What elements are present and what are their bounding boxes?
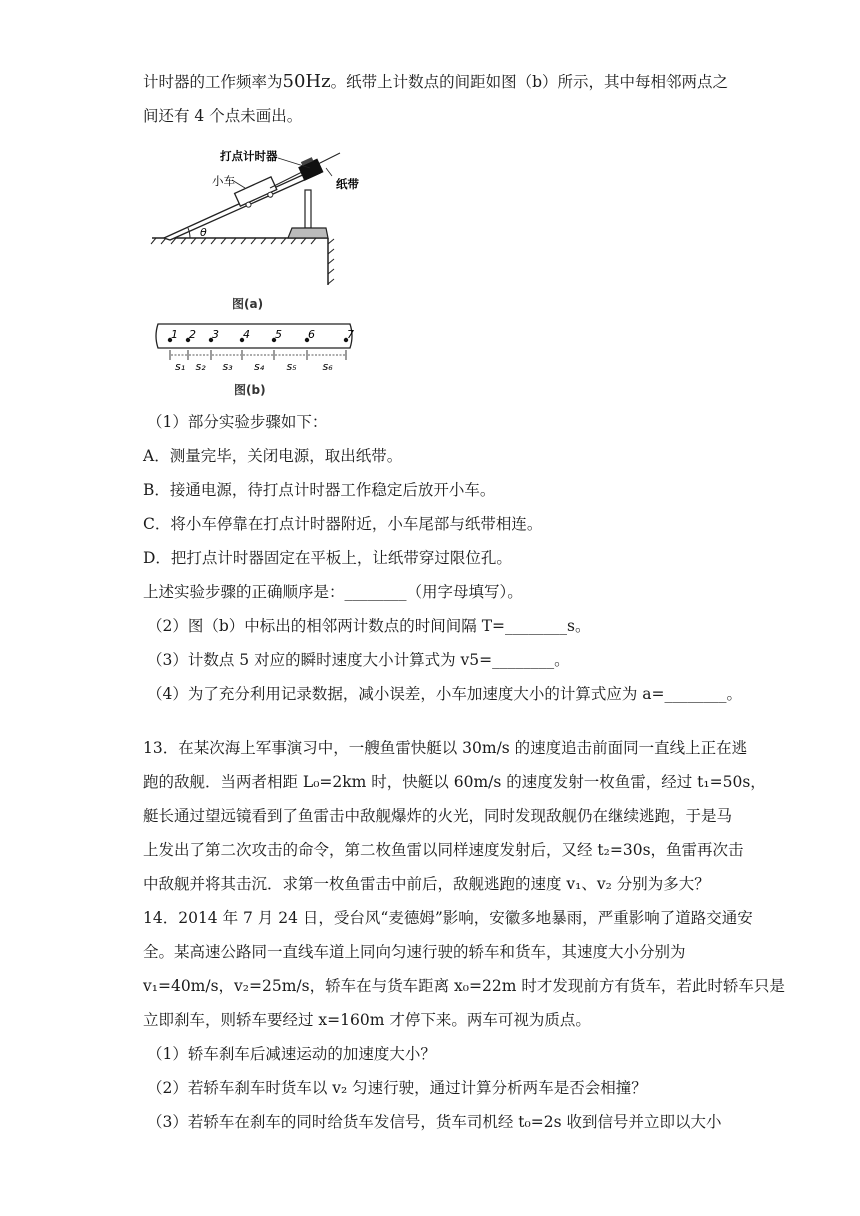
- segment-label: s₃: [222, 360, 233, 373]
- tape-leader: [326, 168, 332, 176]
- q13-line-1: 13．在某次海上军事演习中，一艘鱼雷快艇以 30m/s 的速度追击前面同一直线上正在逃: [143, 739, 748, 757]
- segment-label: s₆: [322, 360, 333, 373]
- q14-line-4: 立即刹车，则轿车要经过 x=160m 才停下来。两车可视为质点。: [143, 1011, 591, 1029]
- segment-label: s₄: [254, 360, 265, 373]
- q13-line-2: 跑的敌舰．当两者相距 L₀=2km 时，快艇以 60m/s 的速度发射一枚鱼雷，经过 t₁=50s，: [143, 773, 766, 791]
- tape-segments: [170, 350, 346, 373]
- tape-point-label: 7: [347, 328, 354, 341]
- tape-point-label: 5: [275, 328, 282, 341]
- cart-label: 小车: [212, 174, 235, 188]
- figure-b: [150, 318, 360, 398]
- q12-step-d: D．把打点计时器固定在平板上，让纸带穿过限位孔。: [143, 549, 512, 567]
- segment-label: s₁: [175, 360, 186, 373]
- cart: [235, 177, 279, 210]
- q12-step-c: C．将小车停靠在打点计时器附近，小车尾部与纸带相连。: [143, 515, 543, 533]
- q13-line-5: 中敌舰并将其击沉．求第一枚鱼雷击中前后，敌舰逃跑的速度 v₁、v₂ 分别为多大？: [143, 875, 710, 893]
- angle-theta-label: θ: [200, 226, 207, 239]
- figure-a: [150, 140, 359, 315]
- tape-point-label: 1: [171, 328, 178, 341]
- q12-part4: （4）为了充分利用记录数据，减小误差，小车加速度大小的计算式应为 a=________。: [147, 685, 743, 703]
- intro-text-b: 。纸带上计数点的间距如图（b）所示，其中每相邻两点之: [330, 73, 729, 91]
- q14-line-2: 全。某高速公路同一直线车道上同向匀速行驶的轿车和货车，其速度大小分别为: [143, 943, 686, 961]
- q14-line-3: v₁=40m/s，v₂=25m/s，轿车在与货车距离 x₀=22m 时才发现前方有货车，若此时轿车只是: [143, 977, 785, 995]
- segment-label: s₅: [286, 360, 297, 373]
- q14-part2: （2）若轿车刹车时货车以 v₂ 匀速行驶，通过计算分析两车是否会相撞？: [147, 1079, 647, 1097]
- intro-frequency: 50Hz: [282, 71, 331, 92]
- q14-part3: （3）若轿车在刹车的同时给货车发信号，货车司机经 t₀=2s 收到信号并立即以大小: [147, 1113, 722, 1131]
- q12-step-a: A．测量完毕，关闭电源，取出纸带。: [143, 447, 403, 465]
- table-edge-hatching: [328, 239, 334, 284]
- segment-label: s₂: [195, 360, 206, 373]
- intro-line-1: [143, 72, 728, 92]
- support-post: [305, 190, 311, 228]
- timer-label: 打点计时器: [220, 149, 278, 163]
- figure-b-caption: 图(b): [234, 383, 266, 397]
- q12-order: 上述实验步骤的正确顺序是：________（用字母填写）。: [143, 583, 523, 601]
- tape-label: 纸带: [336, 177, 359, 191]
- tape-point-label: 4: [243, 328, 250, 341]
- q12-part2: （2）图（b）中标出的相邻两计数点的时间间隔 T=________s。: [147, 617, 591, 635]
- tape-strip: [156, 324, 352, 348]
- q13-line-4: 上发出了第二次攻击的命令，第二枚鱼雷以同样速度发射后，又经 t₂=30s，鱼雷再次击: [143, 841, 744, 859]
- q14-part1: （1）轿车刹车后减速运动的加速度大小？: [147, 1045, 436, 1063]
- intro-line-2: 间还有 4 个点未画出。: [143, 107, 303, 125]
- tape-point-label: 3: [212, 328, 219, 341]
- tape-point-label: 6: [308, 328, 315, 341]
- support-base: [288, 228, 328, 238]
- ground-hatching: [151, 238, 316, 244]
- q12-step-b: B．接通电源，待打点计时器工作稳定后放开小车。: [143, 481, 496, 499]
- q14-line-1: 14．2014 年 7 月 24 日，受台风“麦德姆”影响，安徽多地暴雨，严重影响了道路交通安: [143, 909, 753, 927]
- tape-point-label: 2: [189, 328, 196, 341]
- q13-line-3: 艇长通过望远镜看到了鱼雷击中敌舰爆炸的火光，同时发现敌舰仍在继续逃跑，于是马: [143, 807, 733, 825]
- q12-part1-title: （1）部分实验步骤如下：: [147, 413, 328, 431]
- q12-part3: （3）计数点 5 对应的瞬时速度大小计算式为 v5=________。: [147, 651, 570, 669]
- figure-a-caption: 图(a): [232, 297, 264, 311]
- intro-text-a: 计时器的工作频率为: [143, 73, 283, 91]
